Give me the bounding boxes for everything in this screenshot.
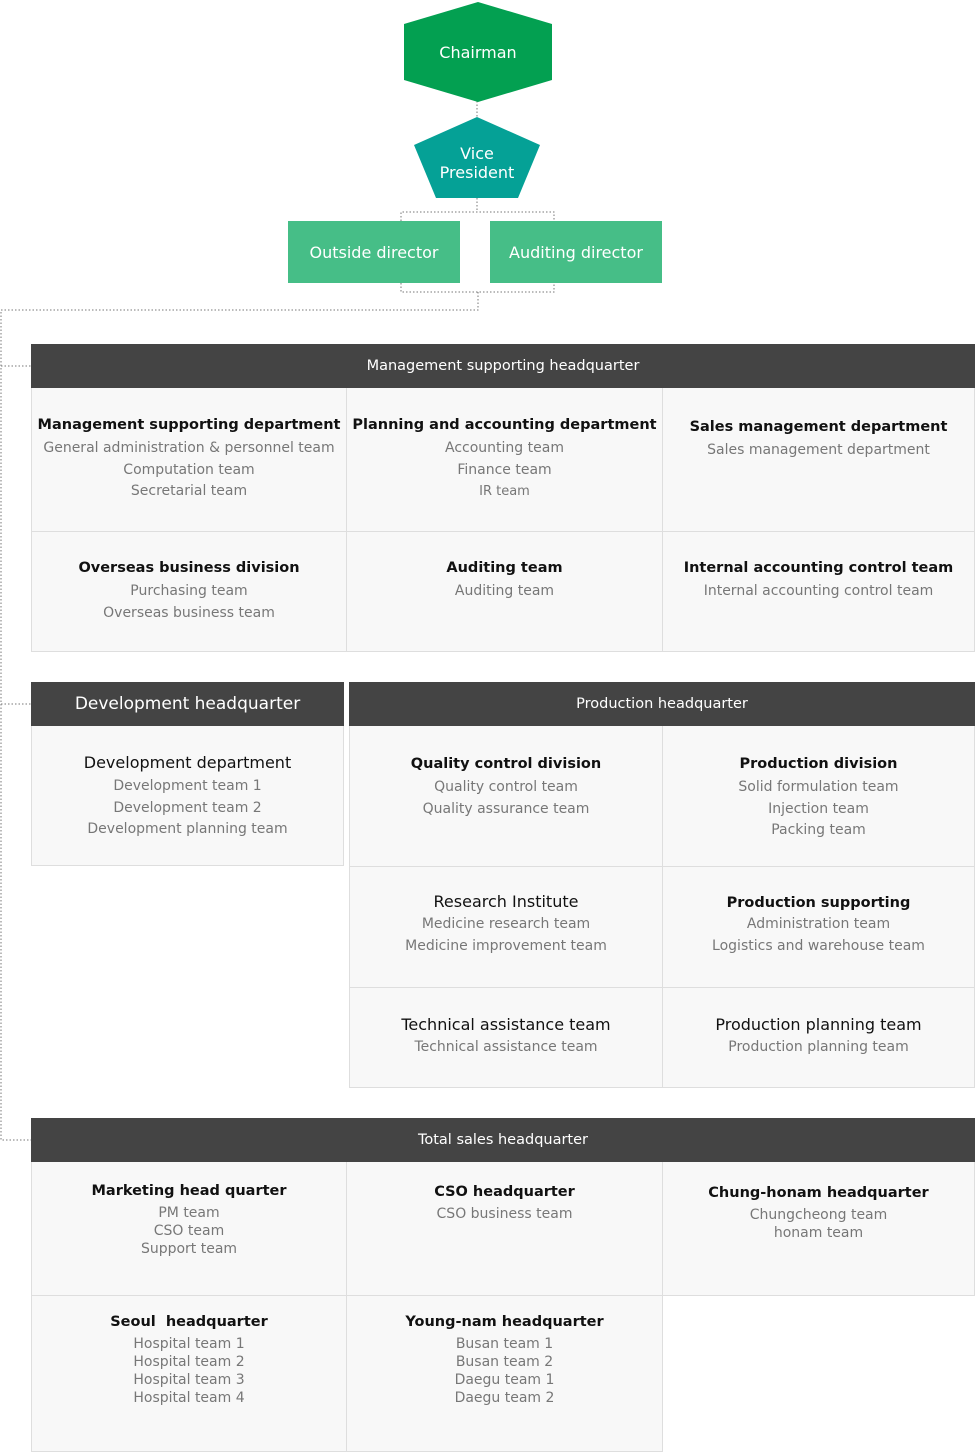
cell-title: Development department xyxy=(83,753,292,772)
cell-item: Production planning team xyxy=(728,1039,909,1055)
cell-item: Quality control team xyxy=(434,779,578,795)
cell-item: Internal accounting control team xyxy=(703,583,934,599)
cell-title: Technical assistance team xyxy=(401,1015,611,1034)
cell-item: Purchasing team xyxy=(130,583,248,599)
cell-item: Injection team xyxy=(768,800,869,817)
outside-director-box: Outside director xyxy=(288,221,460,283)
cell-item: Secretarial team xyxy=(130,483,248,499)
production-planning-cell xyxy=(663,988,975,1088)
cell-item: Medicine improvement team xyxy=(405,937,607,954)
production-supporting-cell xyxy=(663,867,975,988)
internal-accounting-cell xyxy=(663,532,975,652)
vice-president-line-1: Vice xyxy=(460,144,494,163)
chairman-label: Chairman xyxy=(439,42,517,62)
management-hq-header: Management supporting headquarter xyxy=(31,344,975,388)
cell-item: Logistics and warehouse team xyxy=(712,937,925,954)
cell-item: Accounting team xyxy=(445,440,564,456)
cell-title: Planning and accounting department xyxy=(352,417,657,433)
cell-item: Medicine research team xyxy=(421,916,591,932)
cell-item: CSO team xyxy=(153,1223,225,1239)
vice-president-line-2: President xyxy=(439,163,515,182)
research-institute-cell xyxy=(349,867,663,988)
vice-president-label xyxy=(414,128,540,198)
cell-item: Support team xyxy=(140,1241,238,1257)
cell-item: Packing team xyxy=(771,822,866,838)
cell-title: Quality control division xyxy=(410,756,602,772)
cell-title: Seoul headquarter xyxy=(110,1314,268,1330)
cell-item: Busan team 1 xyxy=(455,1336,554,1352)
cell-title: CSO headquarter xyxy=(434,1184,575,1200)
cell-item: Daegu team 2 xyxy=(454,1390,555,1406)
cell-item: Administration team xyxy=(746,916,891,932)
cell-title: Chung-honam headquarter xyxy=(708,1185,929,1201)
marketing-hq-cell xyxy=(31,1162,347,1296)
cell-item: Solid formulation team xyxy=(738,779,899,795)
cell-item: Technical assistance team xyxy=(414,1039,598,1055)
cell-title: Management supporting department xyxy=(37,417,341,433)
planning-accounting-cell xyxy=(347,388,663,532)
development-hq-header: Development headquarter xyxy=(31,682,344,726)
auditing-team-cell xyxy=(347,532,663,652)
cell-item: CSO business team xyxy=(436,1206,573,1222)
cell-title: Auditing team xyxy=(446,560,563,576)
cell-item: IR team xyxy=(479,484,530,499)
cell-item: Computation team xyxy=(123,461,255,478)
cell-title: Research Institute xyxy=(433,892,579,911)
cell-item: Sales management department xyxy=(707,442,930,458)
cell-title: Young-nam headquarter xyxy=(405,1314,604,1330)
chung-honam-hq-cell xyxy=(663,1162,975,1296)
cell-item: Hospital team 3 xyxy=(133,1372,245,1388)
cell-item: Hospital team 4 xyxy=(133,1390,245,1406)
cell-item: Development team 2 xyxy=(113,799,262,816)
seoul-hq-cell xyxy=(31,1296,347,1452)
overseas-business-cell xyxy=(31,532,347,652)
production-hq-header: Production headquarter xyxy=(349,682,975,726)
cell-item: Hospital team 2 xyxy=(133,1354,245,1370)
quality-control-cell xyxy=(349,726,663,867)
production-division-cell xyxy=(663,726,975,867)
cell-title: Sales management department xyxy=(689,419,948,435)
cell-item: Hospital team 1 xyxy=(133,1336,245,1352)
cell-item: PM team xyxy=(158,1205,220,1221)
cell-title: Internal accounting control team xyxy=(683,560,954,576)
development-dept-cell xyxy=(31,726,344,866)
sales-hq-header: Total sales headquarter xyxy=(31,1118,975,1162)
young-nam-hq-cell xyxy=(347,1296,663,1452)
cell-title: Marketing head quarter xyxy=(91,1183,287,1199)
cell-title: Production planning team xyxy=(715,1015,922,1034)
cso-hq-cell xyxy=(347,1162,663,1296)
cell-title: Production supporting xyxy=(726,895,911,911)
cell-item: Daegu team 1 xyxy=(454,1372,555,1388)
management-dept-cell xyxy=(31,388,347,532)
technical-assistance-cell xyxy=(349,988,663,1088)
cell-item: Finance team xyxy=(457,461,552,478)
cell-item: Development team 1 xyxy=(113,778,262,794)
cell-item: Overseas business team xyxy=(103,604,275,621)
cell-item: Quality assurance team xyxy=(422,800,590,817)
cell-item: General administration & personnel team xyxy=(43,440,335,456)
cell-item: Chungcheong team xyxy=(749,1207,888,1223)
sales-management-cell xyxy=(663,388,975,532)
cell-item: Busan team 2 xyxy=(455,1354,554,1370)
cell-title: Production division xyxy=(739,756,898,772)
auditing-director-box: Auditing director xyxy=(490,221,662,283)
cell-title: Overseas business division xyxy=(78,560,300,576)
cell-item: Auditing team xyxy=(454,583,555,599)
cell-item: honam team xyxy=(773,1225,864,1241)
cell-item: Development planning team xyxy=(87,821,288,837)
